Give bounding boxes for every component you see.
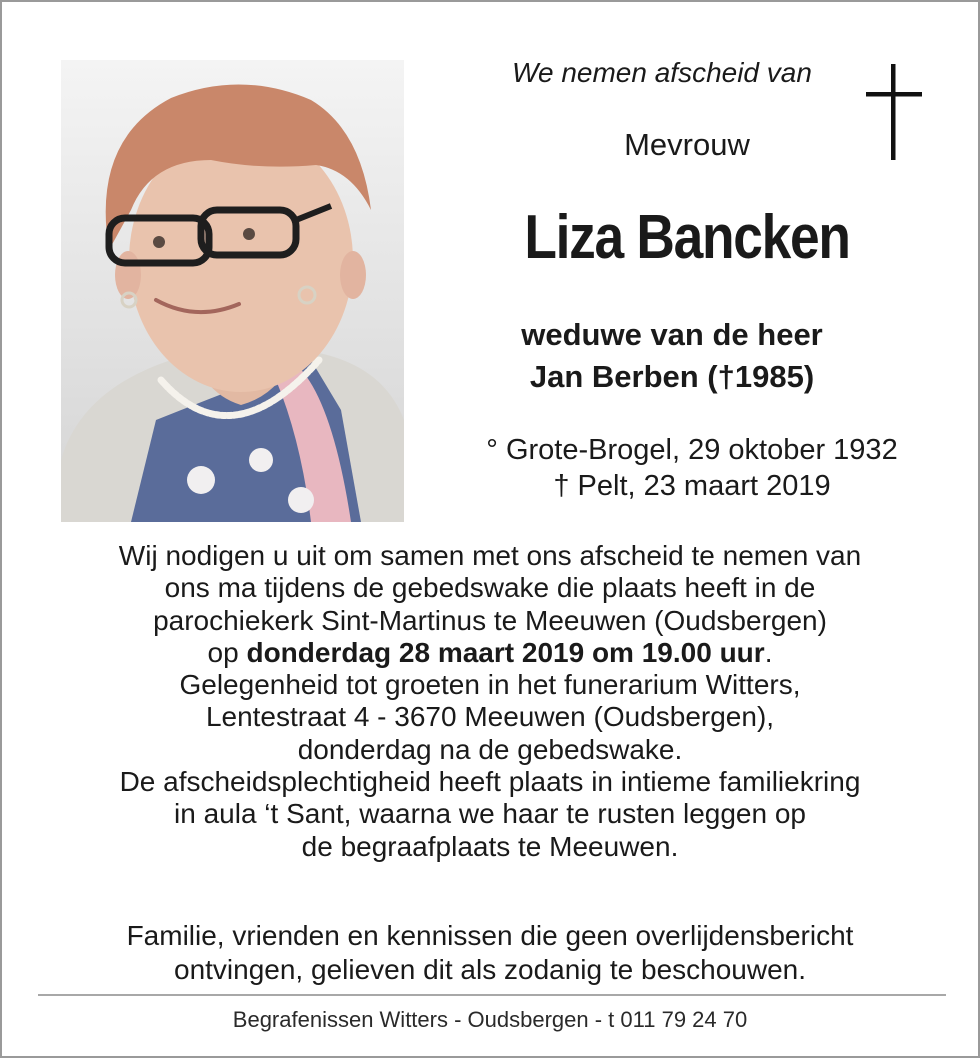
body-line: donderdag na de gebedswake. bbox=[297, 733, 683, 765]
death-date: † Pelt, 23 maart 2019 bbox=[553, 470, 831, 502]
funeral-home-footer: Begrafenissen Witters - Oudsbergen - t 011 79 24 70 bbox=[232, 1007, 748, 1032]
portrait-photo bbox=[61, 60, 404, 522]
body-line: in aula ‘t Sant, waarna we haar te rusten leggen op bbox=[174, 798, 806, 830]
honorific: Mevrouw bbox=[624, 127, 750, 162]
spouse-info bbox=[442, 314, 902, 398]
spouse-line-1: weduwe van de heer bbox=[521, 317, 823, 352]
body-line: Lentestraat 4 - 3670 Meeuwen (Oudsbergen), bbox=[205, 701, 775, 733]
body-line: De afscheidsplechtigheid heeft plaats in intieme familiekring bbox=[119, 766, 861, 798]
intro-text: We nemen afscheid van bbox=[512, 57, 812, 88]
date-prefix: op bbox=[207, 636, 247, 668]
body-line: Wij nodigen u uit om samen met ons afscheid te nemen van bbox=[118, 540, 862, 571]
life-dates bbox=[442, 432, 942, 504]
body-line: parochiekerk Sint-Martinus te Meeuwen (Oudsbergen) bbox=[153, 604, 827, 636]
date-suffix: . bbox=[764, 636, 773, 668]
birth-date: ° Grote-Brogel, 29 oktober 1932 bbox=[486, 434, 898, 466]
closing-text bbox=[22, 919, 958, 987]
deceased-name: Liza Bancken bbox=[524, 203, 850, 272]
spouse-line-2: Jan Berben (†1985) bbox=[529, 359, 815, 394]
vigil-datetime: donderdag 28 maart 2019 om 19.00 uur bbox=[246, 636, 765, 668]
divider bbox=[38, 994, 946, 996]
closing-line: ontvingen, gelieven dit als zodanig te beschouwen. bbox=[174, 954, 806, 985]
body-line-date bbox=[22, 637, 958, 669]
invitation-text bbox=[22, 540, 958, 863]
body-line: Gelegenheid tot groeten in het funerarium Witters, bbox=[179, 669, 801, 701]
closing-line: Familie, vrienden en kennissen die geen overlijdensbericht bbox=[126, 920, 854, 951]
body-line: ons ma tijdens de gebedswake die plaats heeft in de bbox=[164, 572, 816, 604]
body-line: de begraafplaats te Meeuwen. bbox=[301, 830, 679, 862]
